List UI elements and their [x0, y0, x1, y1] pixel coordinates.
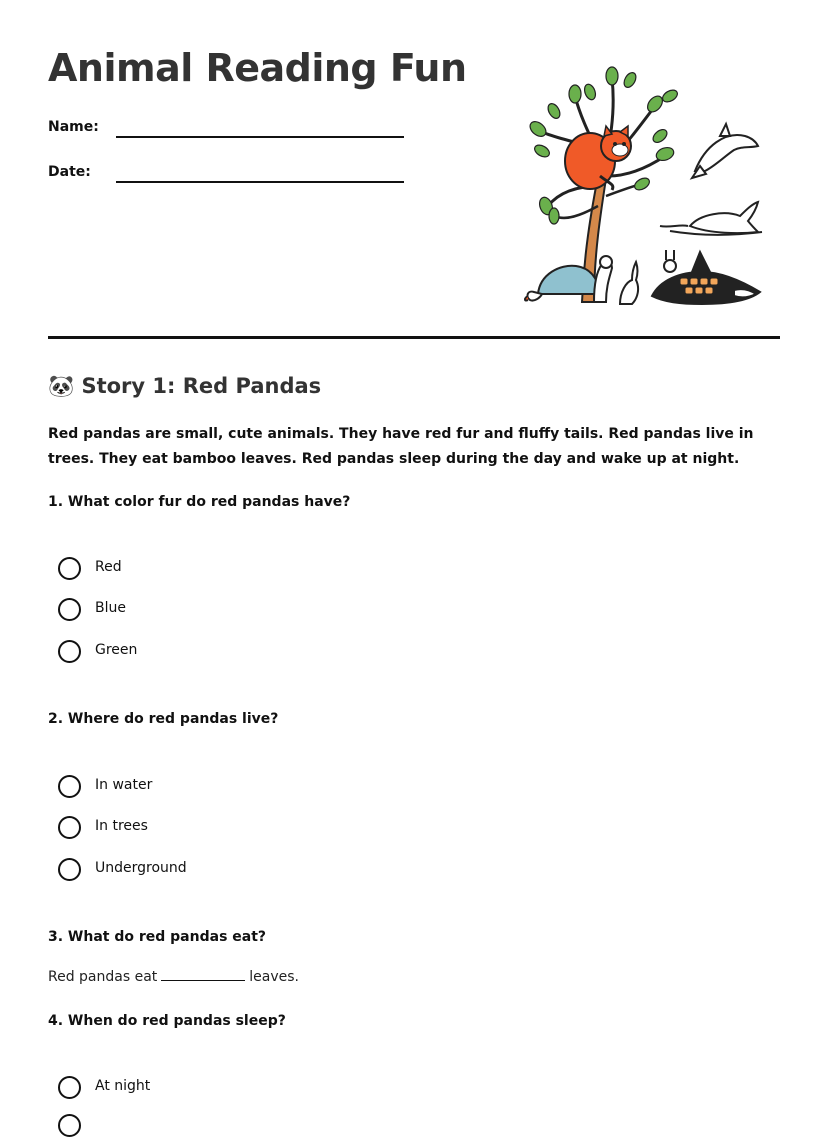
- option-label: Red: [95, 559, 122, 575]
- fill-after-text: leaves.: [249, 969, 300, 985]
- radio-button[interactable]: [58, 816, 81, 839]
- option-label: Blue: [95, 600, 126, 616]
- name-line[interactable]: [116, 136, 404, 138]
- page-title: Animal Reading Fun: [48, 46, 467, 90]
- question-1: 1. What color fur do red pandas have?: [48, 494, 351, 510]
- question-4: 4. When do red pandas sleep?: [48, 1013, 286, 1029]
- option-label: Underground: [95, 860, 187, 876]
- option-label: At night: [95, 1078, 151, 1094]
- date-label: Date:: [48, 164, 91, 180]
- radio-button[interactable]: [58, 640, 81, 663]
- radio-button[interactable]: [58, 775, 81, 798]
- radio-button[interactable]: [58, 1076, 81, 1099]
- story-title: Story 1: Red Pandas: [81, 374, 322, 398]
- fill-in-blank[interactable]: [161, 968, 245, 981]
- radio-button[interactable]: [58, 557, 81, 580]
- red-panda-illustration: [565, 126, 631, 190]
- story-text: Red pandas are small, cute animals. They have red fur and fluffy tails. Red pandas live in trees. They eat bamboo leaves. Red pandas sleep during the day and wake up at night.: [48, 426, 754, 467]
- question-3: 3. What do red pandas eat?: [48, 929, 267, 945]
- dolphin-illustration: [692, 124, 758, 178]
- fill-in-sentence: [48, 968, 299, 985]
- question-2-option-in-trees[interactable]: [58, 816, 358, 840]
- date-field[interactable]: [48, 164, 408, 194]
- story-heading: [48, 374, 321, 399]
- question-1-option-red[interactable]: [58, 557, 358, 581]
- option-label: Green: [95, 642, 138, 658]
- question-4-option-at-night[interactable]: [58, 1076, 358, 1100]
- name-field[interactable]: [48, 119, 408, 149]
- question-2-option-underground[interactable]: [58, 858, 358, 882]
- question-1-option-green[interactable]: [58, 640, 358, 664]
- question-2-option-in-water[interactable]: [58, 775, 358, 799]
- panda-face-icon: 🐼: [48, 374, 75, 398]
- name-label: Name:: [48, 119, 99, 135]
- radio-button[interactable]: [58, 1114, 81, 1137]
- option-label: In water: [95, 777, 153, 793]
- option-label: In trees: [95, 818, 148, 834]
- section-divider: [48, 336, 780, 339]
- question-2: 2. Where do red pandas live?: [48, 711, 279, 727]
- radio-button[interactable]: [58, 598, 81, 621]
- fill-before-text: Red pandas eat: [48, 969, 158, 985]
- radio-button[interactable]: [58, 858, 81, 881]
- question-1-option-blue[interactable]: [58, 598, 358, 622]
- whale-illustration: [660, 202, 762, 235]
- date-line[interactable]: [116, 181, 404, 183]
- animals-illustration: [520, 66, 770, 316]
